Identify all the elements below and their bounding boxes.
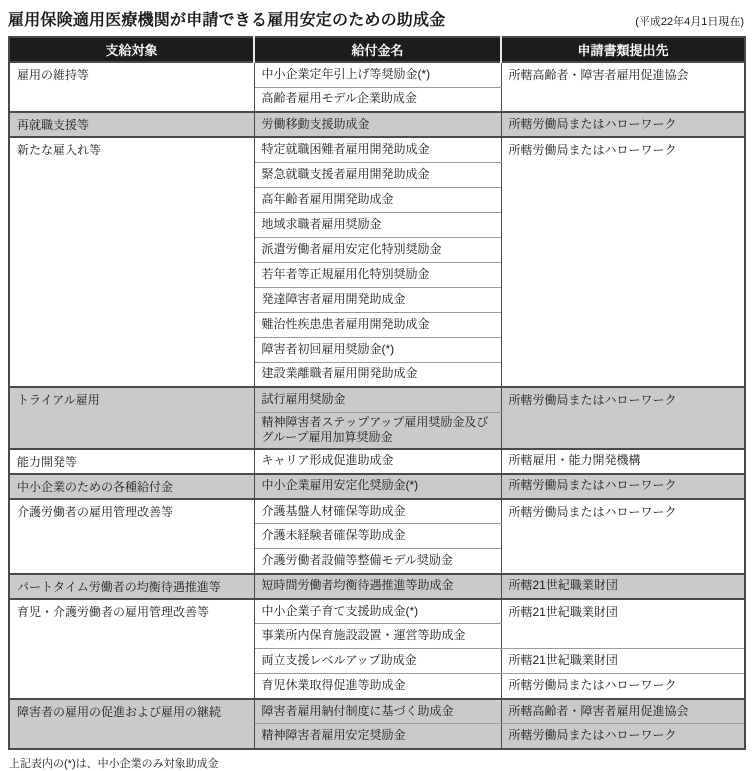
table-row [9,62,745,87]
table-row [9,387,745,412]
table-row [9,112,745,137]
benefit-cell: 特定就職困難者雇用開発助成金 [254,137,501,162]
benefit-cell: 障害者雇用納付制度に基づく助成金 [254,699,501,724]
col-header-target: 支給対象 [9,37,254,62]
destination-cell: 所轄労働局またはハローワーク [501,724,745,749]
col-header-benefit: 給付金名 [254,37,501,62]
benefit-cell: 中小企業定年引上げ等奨励金(*) [254,62,501,87]
benefit-cell: 労働移動支援助成金 [254,112,501,137]
target-cell: パートタイム労働者の均衡待遇推進等 [9,574,254,599]
target-cell: 介護労働者の雇用管理改善等 [9,499,254,574]
table-row [9,499,745,524]
subsidy-table-body [9,62,745,749]
table-row [9,137,745,162]
destination-cell: 所轄21世紀職業財団 [501,649,745,674]
destination-cell: 所轄21世紀職業財団 [501,574,745,599]
title-row [8,7,744,30]
page-title: 雇用保険適用医療機関が申請できる雇用安定のための助成金 [8,12,446,29]
benefit-cell: 地域求職者雇用奨励金 [254,212,501,237]
target-cell: 再就職支援等 [9,112,254,137]
header-row [9,37,745,62]
col-header-destination: 申請書類提出先 [501,37,745,62]
benefit-cell: 介護基盤人材確保等助成金 [254,499,501,524]
destination-cell: 所轄21世紀職業財団 [501,599,745,649]
benefit-cell: 短時間労働者均衡待遇推進等助成金 [254,574,501,599]
table-row [9,574,745,599]
benefit-cell: 中小企業雇用安定化奨励金(*) [254,474,501,499]
target-cell: 育児・介護労働者の雇用管理改善等 [9,599,254,699]
target-cell: 能力開発等 [9,449,254,474]
destination-cell: 所轄高齢者・障害者雇用促進協会 [501,699,745,724]
benefit-cell: 事業所内保育施設設置・運営等助成金 [254,624,501,649]
benefit-cell: 若年者等正規雇用化特別奨励金 [254,262,501,287]
benefit-cell: 建設業離職者雇用開発助成金 [254,362,501,387]
benefit-cell: 中小企業子育て支援助成金(*) [254,599,501,624]
target-cell: 障害者の雇用の促進および雇用の継続 [9,699,254,749]
benefit-cell: 試行雇用奨励金 [254,387,501,412]
table-row [9,474,745,499]
destination-cell: 所轄高齢者・障害者雇用促進協会 [501,62,745,112]
target-cell: 新たな雇入れ等 [9,137,254,387]
table-row [9,449,745,474]
destination-cell: 所轄雇用・能力開発機構 [501,449,745,474]
benefit-cell: 介護労働者設備等整備モデル奨励金 [254,549,501,574]
destination-cell: 所轄労働局またはハローワーク [501,499,745,574]
destination-cell: 所轄労働局またはハローワーク [501,137,745,387]
benefit-cell: 高齢者雇用モデル企業助成金 [254,87,501,112]
benefit-cell: 緊急就職支援者雇用開発助成金 [254,162,501,187]
target-cell: 中小企業のための各種給付金 [9,474,254,499]
destination-cell: 所轄労働局またはハローワーク [501,112,745,137]
subsidy-table [8,36,746,750]
destination-cell: 所轄労働局またはハローワーク [501,474,745,499]
table-row [9,599,745,624]
table-header [9,37,745,62]
destination-cell: 所轄労働局またはハローワーク [501,674,745,699]
footnote: 上記表内の(*)は、中小企業のみ対象助成金 [9,757,219,770]
benefit-cell: 派遣労働者雇用安定化特別奨励金 [254,237,501,262]
date-note: (平成22年4月1日現在) [635,16,744,28]
benefit-cell: 高年齢者雇用開発助成金 [254,187,501,212]
benefit-cell: キャリア形成促進助成金 [254,449,501,474]
benefit-cell: 精神障害者ステップアップ雇用奨励金及びグループ雇用加算奨励金 [254,412,501,449]
benefit-cell: 介護未経験者確保等助成金 [254,524,501,549]
destination-cell: 所轄労働局またはハローワーク [501,387,745,449]
benefit-cell: 障害者初回雇用奨励金(*) [254,337,501,362]
table-row [9,699,745,724]
benefit-cell: 発達障害者雇用開発助成金 [254,287,501,312]
benefit-cell: 育児休業取得促進等助成金 [254,674,501,699]
target-cell: トライアル雇用 [9,387,254,449]
benefit-cell: 精神障害者雇用安定奨励金 [254,724,501,749]
benefit-cell: 難治性疾患患者雇用開発助成金 [254,312,501,337]
benefit-cell: 両立支援レベルアップ助成金 [254,649,501,674]
target-cell: 雇用の維持等 [9,62,254,112]
